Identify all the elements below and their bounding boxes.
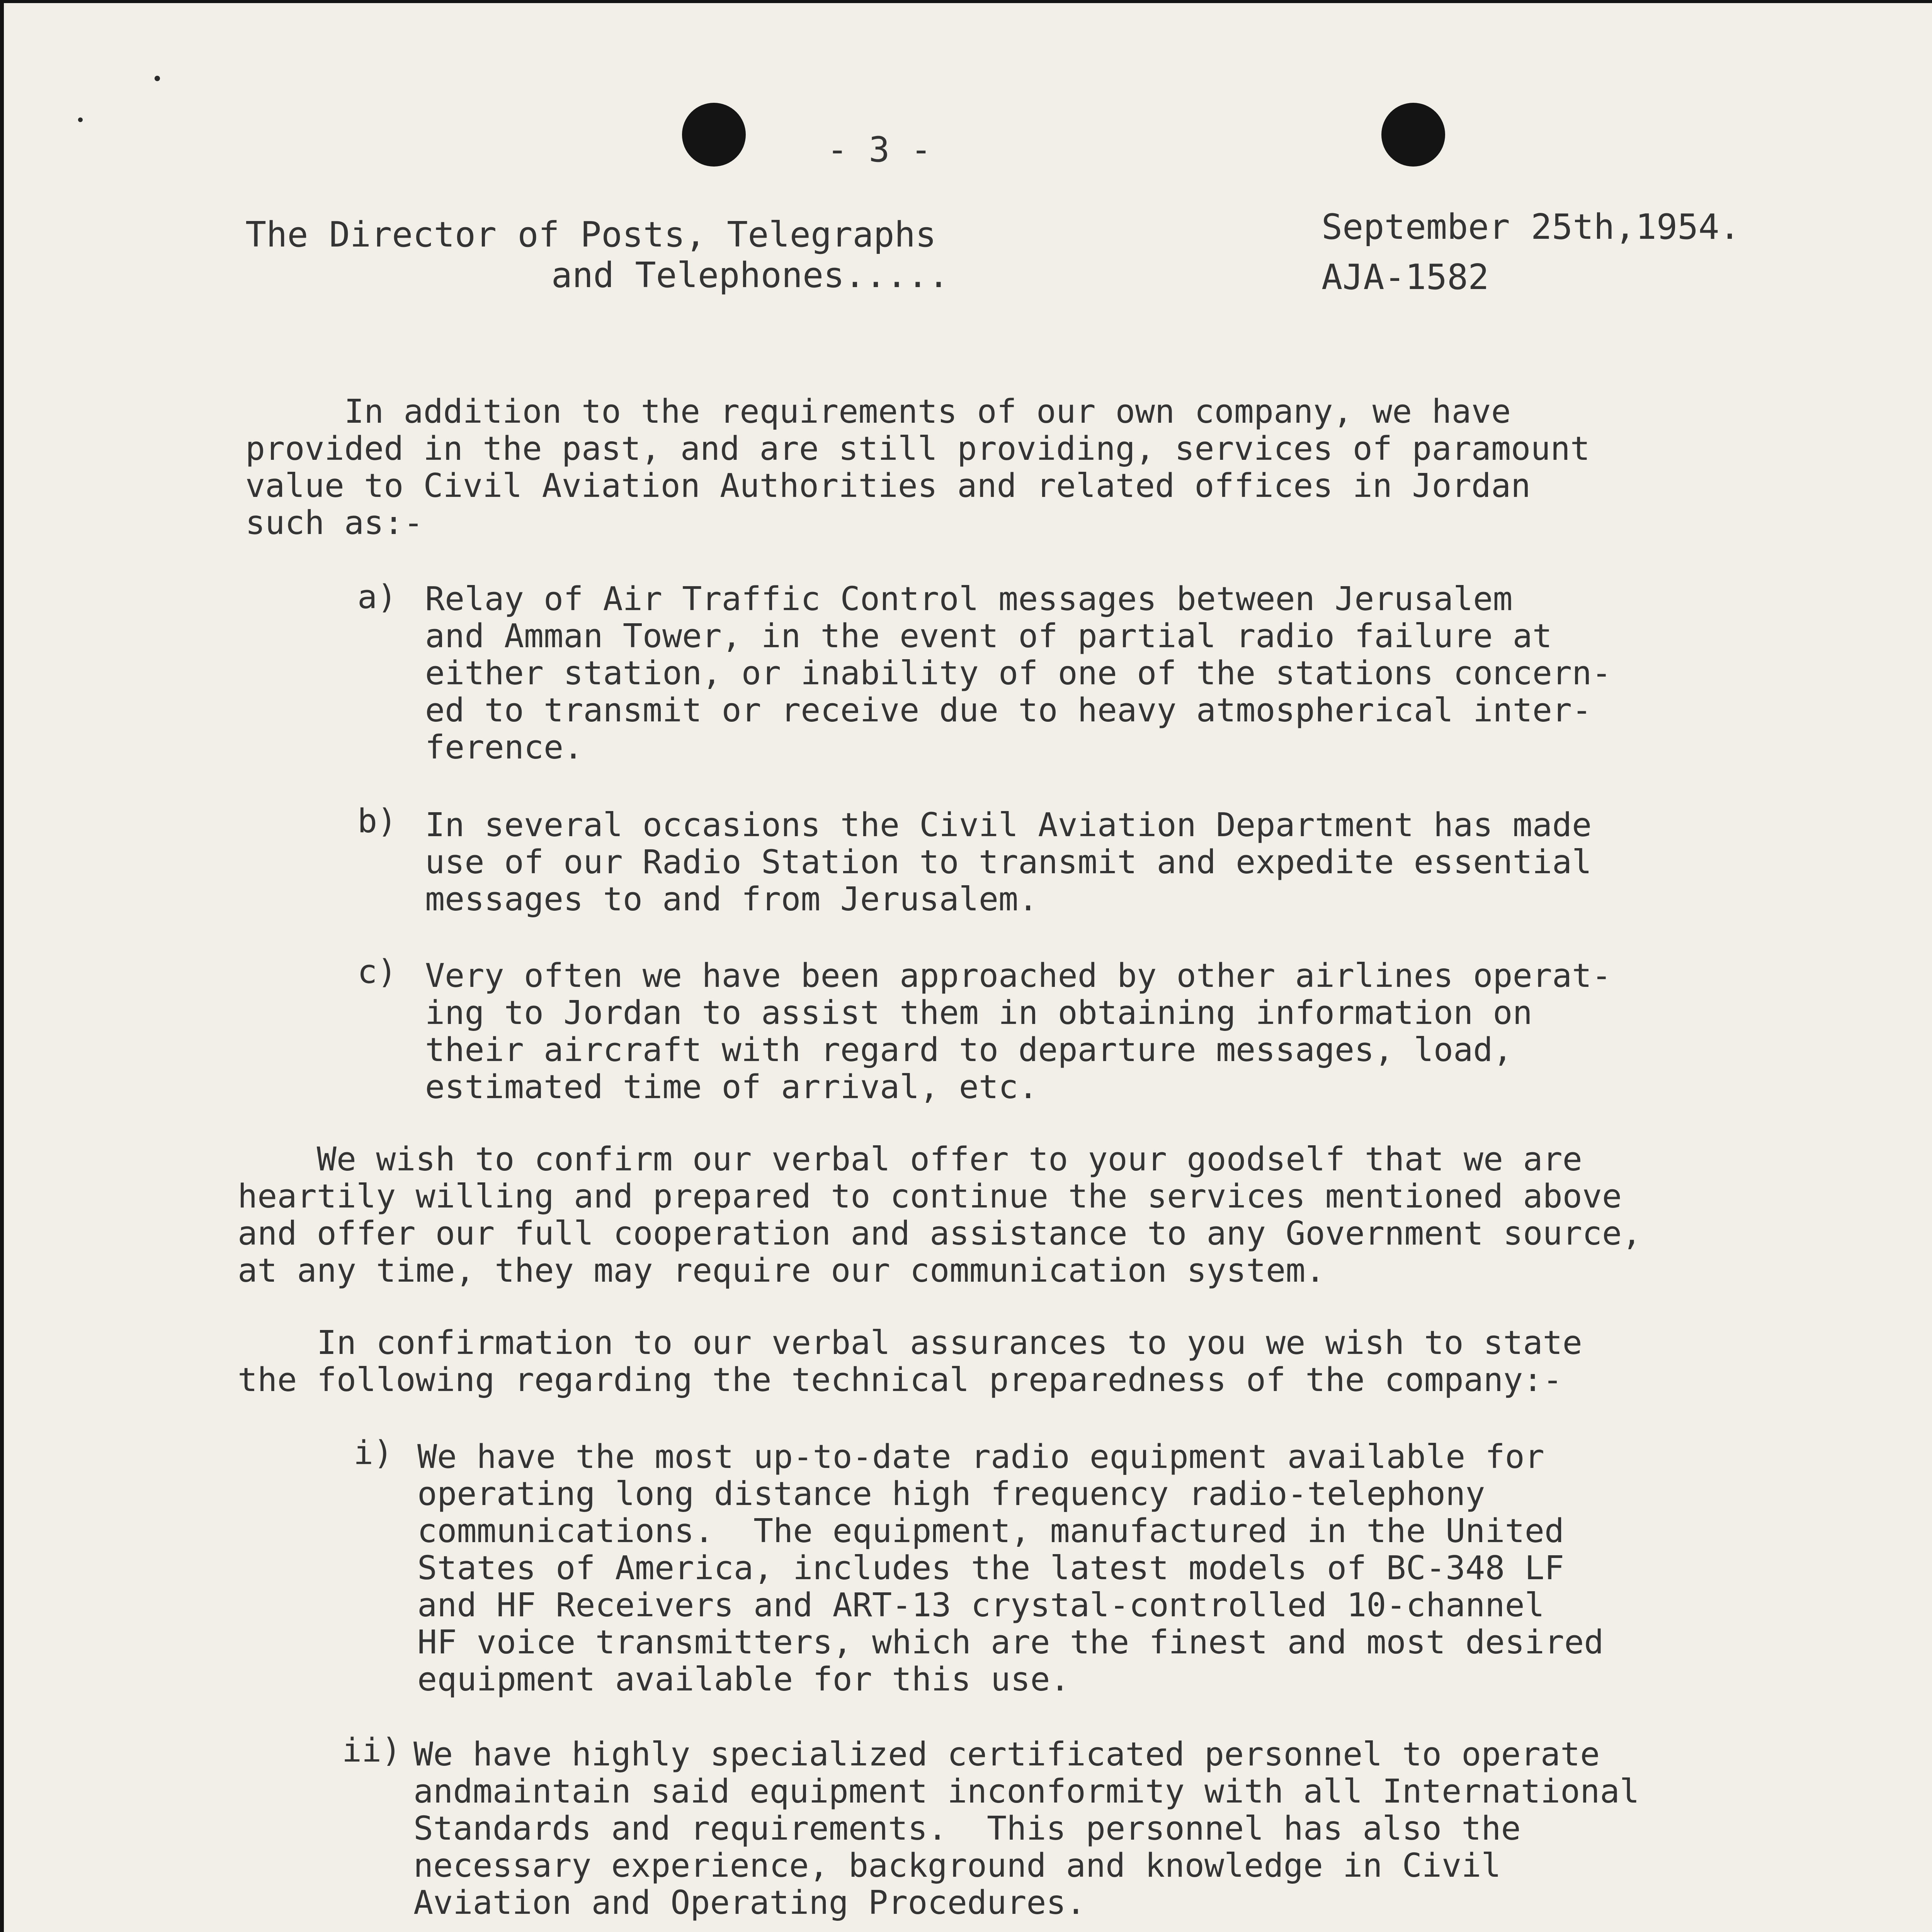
addressee-line-2: and Telephones.....: [468, 255, 949, 296]
letter-date: September 25th,1954.: [1321, 207, 1740, 247]
addressee-line-1: The Director of Posts, Telegraphs: [245, 214, 937, 255]
reference-number: AJA-1582: [1321, 257, 1489, 298]
letter-page: - 3 - The Director of Posts, Telegraphs and Telephones..... September 25th,1954. AJA-1582 In addition to the requirements of our own company, we have provided in the past, and are still providing, services of paramount value to Civil Aviation Authorities and related offices in Jordan such as:- a) Relay of Air Traffic Control messages between Jerusalem and Amman Tower, in the event of partial radio failure at either station, or inability of one of the stations concern- ed to transmit or receive due to heavy atmospherical inter- ference. b) In several occasions the Civil Aviation Department has made use of our Radio Station to transmit and expedite essential messages to and from Jerusalem. c) Very often we have been approached by other airlines operat- ing to Jordan to assist them in obtaining information on their aircraft with regard to departure messages, load, estimated time of arrival, etc. We wish to confirm our verbal offer to your goodself that we are heartily willing and prepared to continue the services mentioned above and offer our full cooperation and assistance to any Government source, at any time, they may require our communication system. In confirmation to our verbal assurances to you we wish to state the following regarding the technical preparedness of the company:- i) We have the most up-to-date radio equipment available for operating long distance high frequency radio-telephony communications. The equipment, manufactured in the United States of America, includes the latest models of BC-348 LF and HF Receivers and ART-13 crystal-controlled 10-channel HF voice transmitters, which are the finest and most desired equipment available for this use. ii) We have highly specialized certificated personnel to operate andmaintain said equipment inconformity with all International Standards and requirements. This personnel has also the necessary experience, background and knowledge in Civil Aviation and Operating Procedures.: [4, 3, 1932, 1932]
list-marker: i): [354, 1434, 393, 1472]
ink-speck: [78, 117, 83, 122]
list-marker: a): [357, 578, 397, 616]
punch-hole-left: [682, 103, 746, 167]
punch-hole-right: [1381, 103, 1445, 167]
list-marker: c): [357, 953, 397, 991]
ink-speck: [155, 76, 160, 81]
list-marker: b): [357, 802, 397, 840]
list-marker: ii): [342, 1731, 401, 1770]
page-number: - 3 -: [827, 129, 932, 170]
